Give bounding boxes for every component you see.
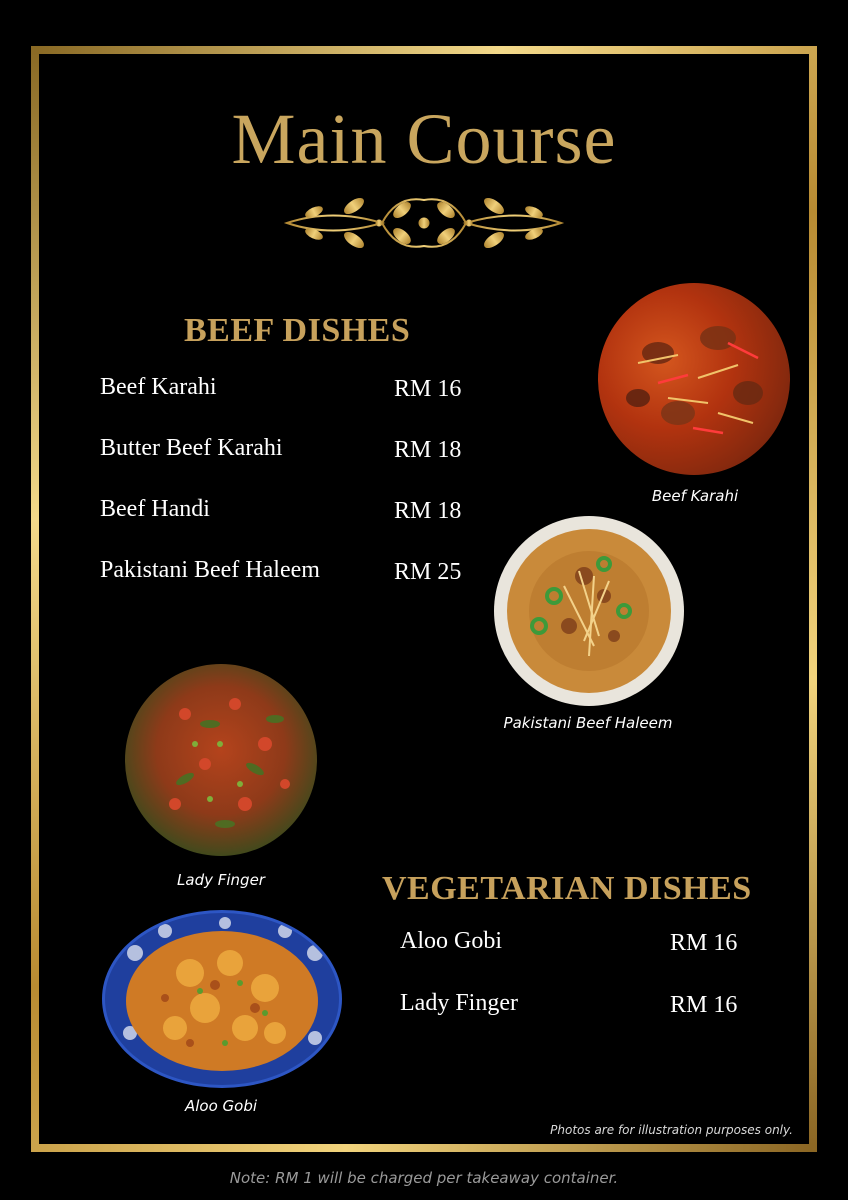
- aloo-gobi-caption: Aloo Gobi: [184, 1097, 258, 1115]
- beef-karahi-photo: [598, 283, 790, 475]
- beef-haleem-caption: Pakistani Beef Haleem: [503, 714, 673, 732]
- page-title: Main Course: [231, 99, 617, 179]
- menu-item-name: Butter Beef Karahi: [100, 435, 283, 461]
- menu-item-price: RM 16: [394, 376, 462, 402]
- ornament-divider-icon: [192, 190, 656, 256]
- menu-item-price: RM 16: [670, 992, 738, 1018]
- takeaway-note: Note: RM 1 will be charged per takeaway container.: [229, 1169, 619, 1187]
- menu-item-name: Lady Finger: [400, 990, 518, 1016]
- menu-item-price: RM 25: [394, 559, 462, 585]
- aloo-gobi-photo: [102, 910, 342, 1088]
- lady-finger-caption: Lady Finger: [177, 871, 265, 889]
- photo-disclaimer: Photos are for illustration purposes only.: [550, 1123, 793, 1137]
- menu-item-price: RM 18: [394, 437, 462, 463]
- beef-haleem-photo: [494, 516, 684, 706]
- menu-item-name: Aloo Gobi: [400, 928, 502, 954]
- menu-item-price: RM 16: [670, 930, 738, 956]
- beef-karahi-caption: Beef Karahi: [651, 487, 739, 505]
- menu-item-price: RM 18: [394, 498, 462, 524]
- menu-item-name: Pakistani Beef Haleem: [100, 557, 320, 583]
- lady-finger-photo: [125, 664, 317, 856]
- menu-item-name: Beef Handi: [100, 496, 210, 522]
- menu-item-name: Beef Karahi: [100, 374, 217, 400]
- vegetarian-dishes-heading: VEGETARIAN DISHES: [382, 870, 752, 907]
- beef-dishes-heading: BEEF DISHES: [184, 312, 411, 349]
